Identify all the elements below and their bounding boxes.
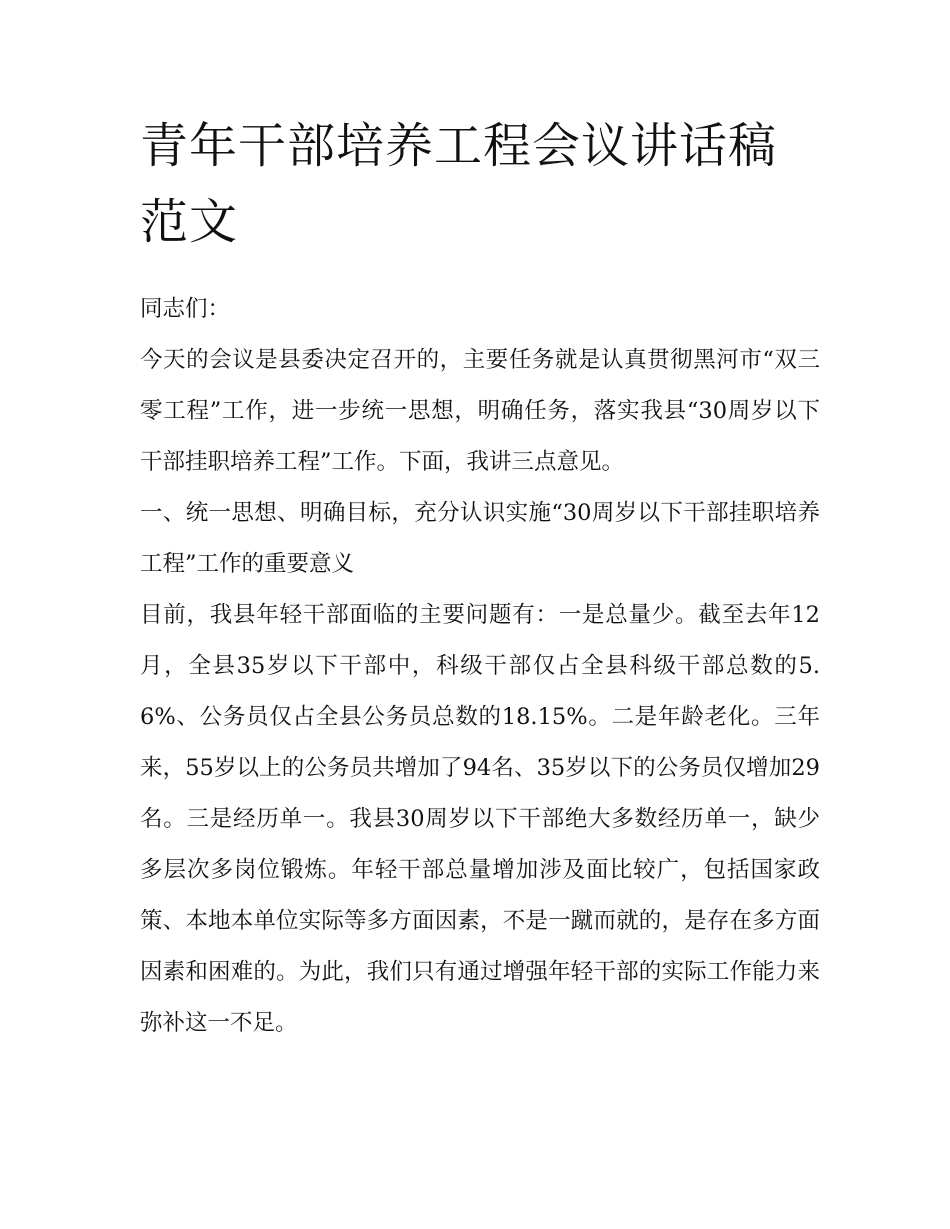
document-page <box>140 108 820 1049</box>
document-title-line-1: 青年干部培养工程会议讲话稿 <box>140 118 778 174</box>
intro-paragraph: 今天的会议是县委决定召开的，主要任务就是认真贯彻黑河市“双三零工程”工作，进一步统一思想，明确任务，落实我县“30周岁以下干部挂职培养工程”工作。下面，我讲三点意见。 <box>140 347 820 475</box>
section-heading-paragraph: 一、统一思想、明确目标，充分认识实施“30周岁以下干部挂职培养工程”工作的重要意义 <box>140 500 820 577</box>
document-body <box>140 284 820 1049</box>
salutation-paragraph: 同志们： <box>140 296 231 322</box>
body-paragraph: 目前，我县年轻干部面临的主要问题有：一是总量少。截至去年12月，全县35岁以下干部中，科级干部仅占全县科级干部总数的5.6%、公务员仅占全县公务员总数的18.15%。二是年龄老化。三年来，55岁以上的公务员共增加了94名、35岁以下的公务员仅增加29名。三是经历单一。我县30周岁以下干部绝大多数经历单一，缺少多层次多岗位锻炼。年轻干部总量增加涉及面比较广，包括国家政策、本地本单位实际等多方面因素，不是一蹴而就的，是存在多方面因素和困难的。为此，我们只有通过增强年轻干部的实际工作能力来弥补这一不足。 <box>140 602 820 1036</box>
document-title <box>140 108 820 260</box>
document-title-line-2: 范文 <box>140 194 239 250</box>
